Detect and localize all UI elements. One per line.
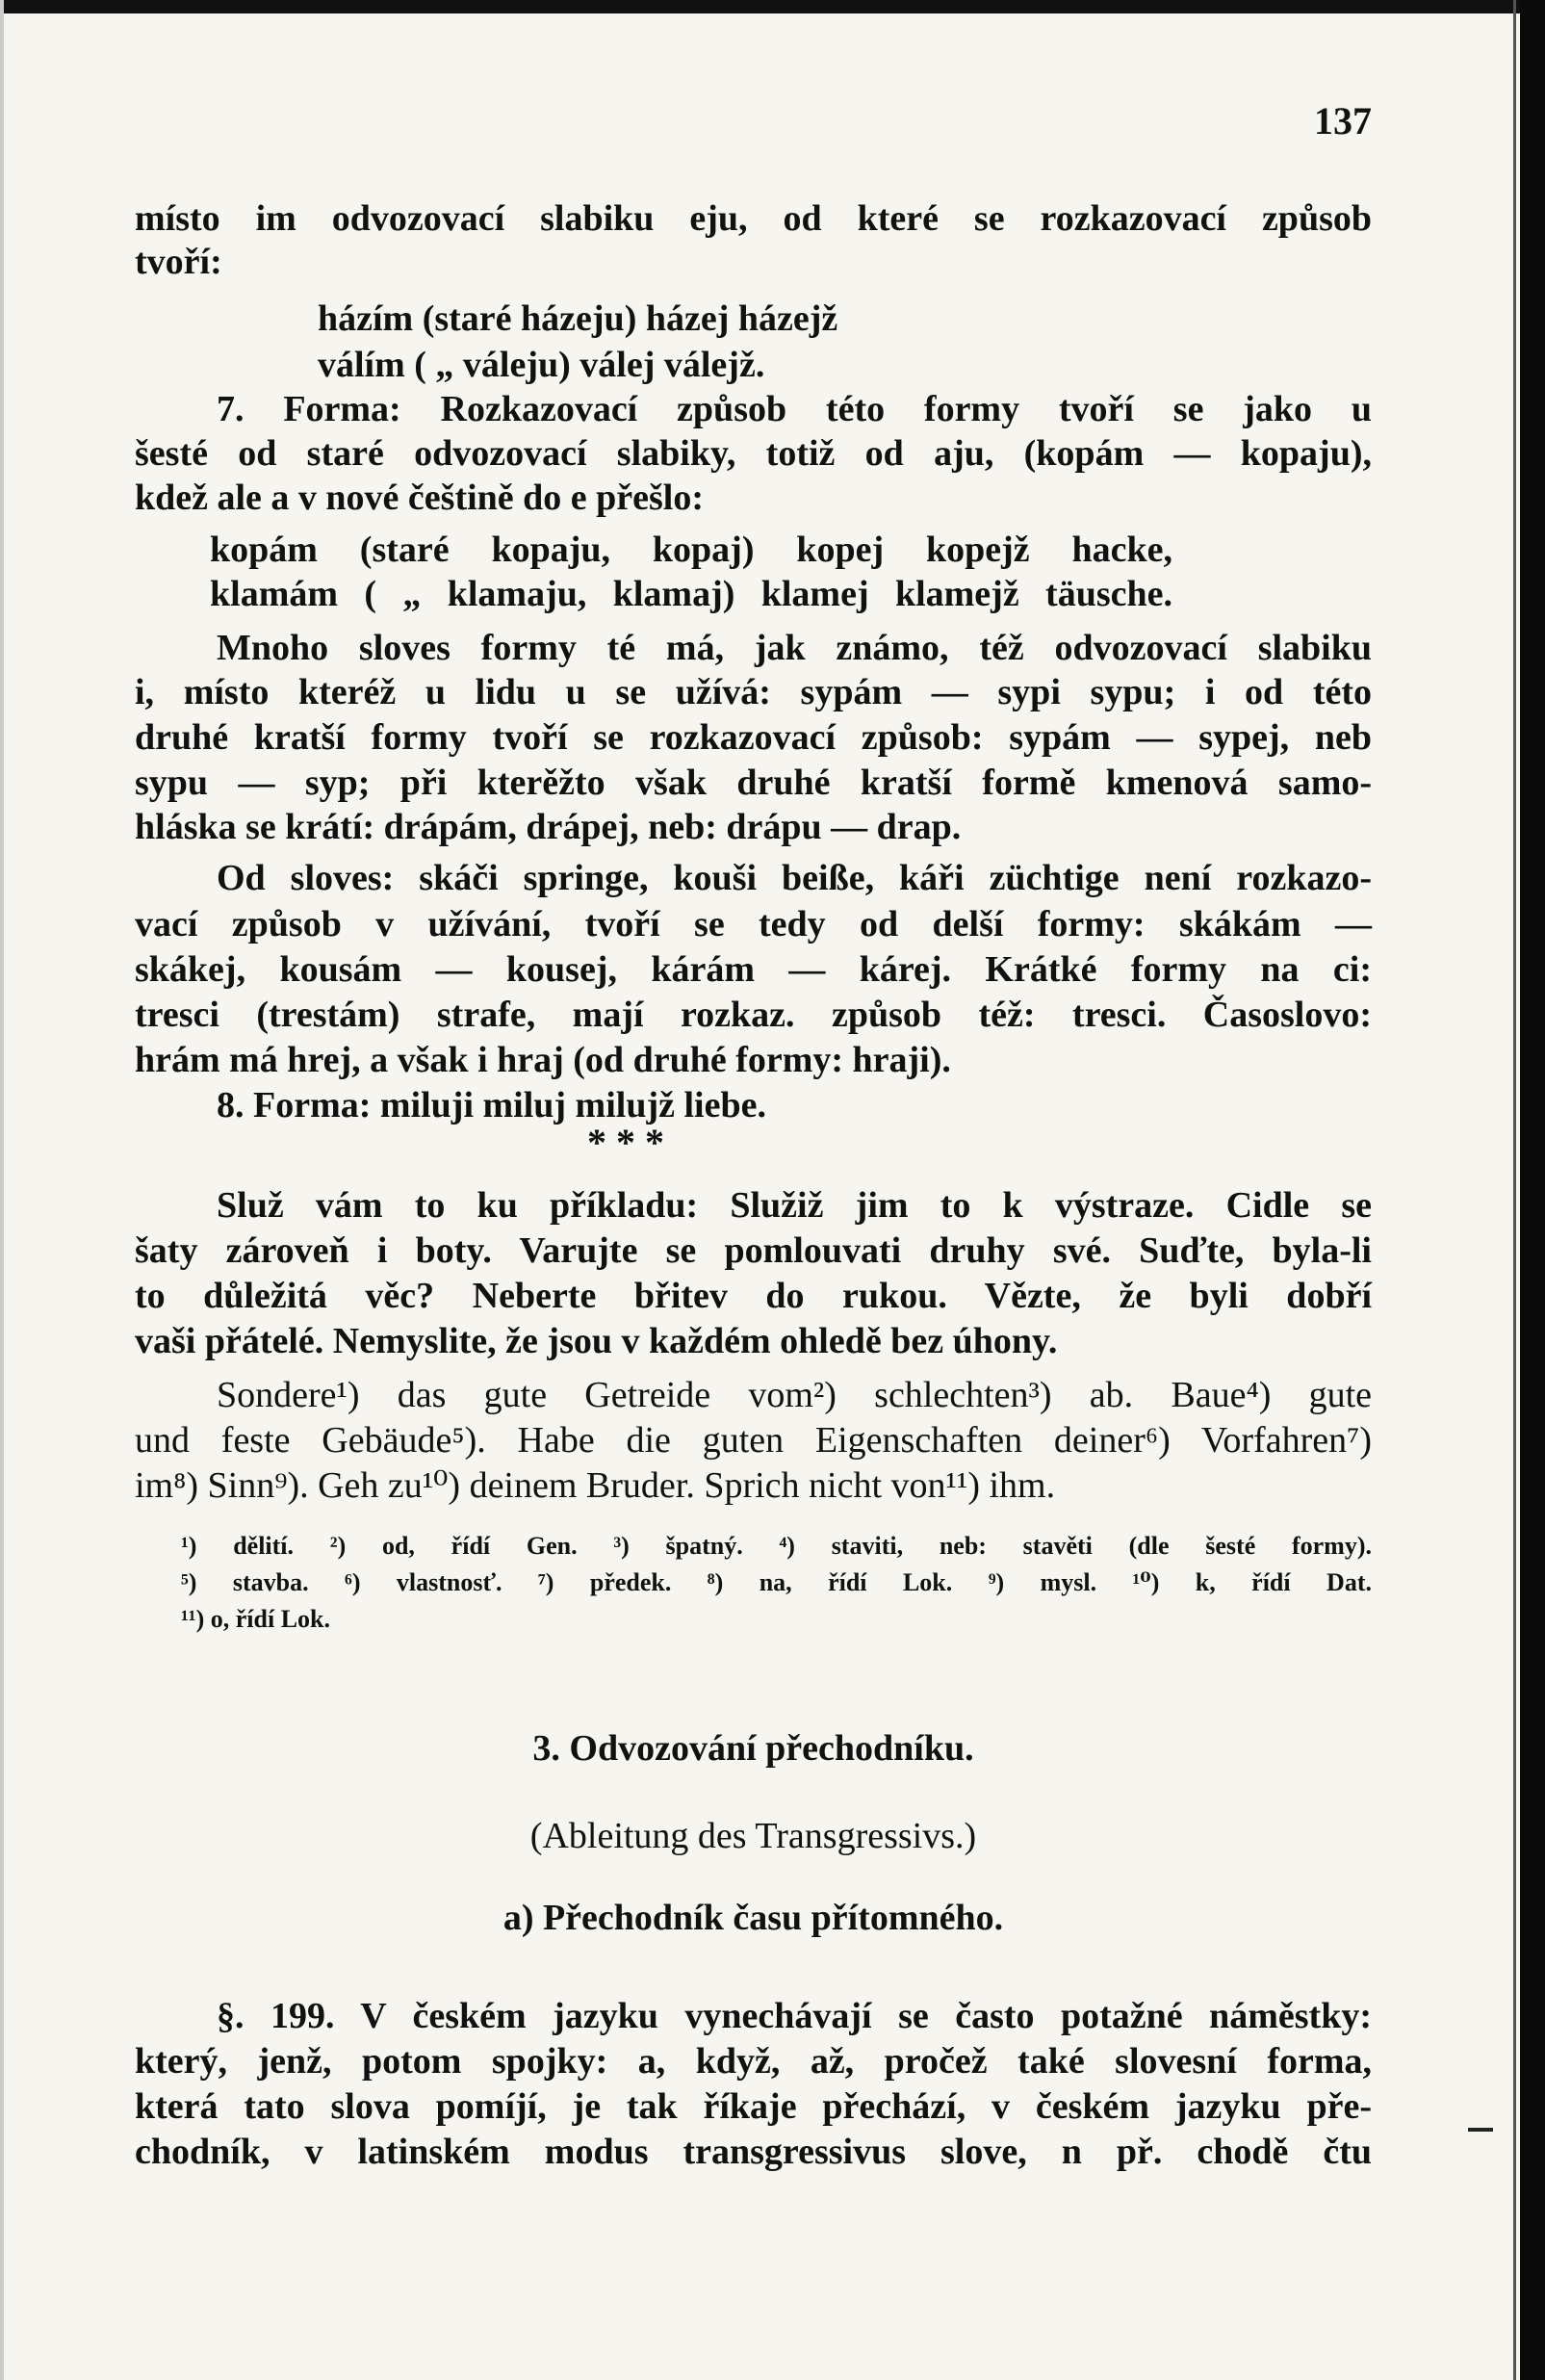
text-line: tresci (trestám) strafe, mají rozkaz. způsob též: tresci. Časoslovo: — [135, 995, 1372, 1035]
text-line: kdež ale a v nové češtině do e přešlo: — [135, 478, 705, 518]
text-line: válím ( „ váleju) válej válejž. — [318, 345, 765, 385]
text-line: házím (staré házeju) házej házejž — [318, 298, 838, 339]
text-line: skákej, kousám — kousej, kárám — kárej. Krátké formy na ci: — [135, 949, 1372, 990]
text-line: šesté od staré odvozovací slabiky, totiž od aju, (kopám — kopaju), — [135, 433, 1372, 474]
text-line: tvoří: — [135, 242, 222, 282]
text-line: vaši přátelé. Nemyslite, že jsou v každém ohledě bez úhony. — [135, 1321, 1058, 1361]
text-line: Sondere¹) das gute Getreide vom²) schlechten³) ab. Baue⁴) gute — [217, 1375, 1372, 1415]
footnote-line: ¹) dělití. ²) od, řídí Gen. ³) špatný. ⁴) staviti, neb: stavěti (dle šesté formy). — [181, 1532, 1372, 1560]
text-line: místo im odvozovací slabiku eju, od které se rozkazovací způsob — [135, 198, 1372, 239]
scan-edge-shadow — [1513, 0, 1516, 2380]
text-line: který, jenž, potom spojky: a, když, až, pročež také slovesní forma, — [135, 2041, 1372, 2082]
text-line: sypu — syp; při kterěžto však druhé kratší formě kmenová samo- — [135, 763, 1372, 803]
text-line: Služ vám to ku příkladu: Služiž jim to k výstraze. Cidle se — [217, 1185, 1372, 1226]
text-line: druhé kratší formy tvoří se rozkazovací způsob: sypám — sypej, neb — [135, 717, 1372, 758]
text-line: šaty zároveň i boty. Varujte se pomlouvati druhy své. Suďte, byla-li — [135, 1230, 1372, 1271]
scan-edge-top — [0, 0, 1545, 13]
footnote-line: ⁵) stavba. ⁶) vlastnosť. ⁷) předek. ⁸) na, řídí Lok. ⁹) mysl. ¹⁰) k, řídí Dat. — [181, 1568, 1372, 1596]
footnote-line: ¹¹) o, řídí Lok. — [181, 1605, 330, 1633]
text-line: i, místo kteréž u lidu u se užívá: sypám — sypi sypu; i od této — [135, 672, 1372, 712]
text-line: to důležitá věc? Neberte břitev do rukou. Vězte, že byli dobří — [135, 1276, 1372, 1316]
text-line: chodník, v latinském modus transgressivus slove, n př. chodě čtu — [135, 2132, 1372, 2172]
text-line: klamám ( „ klamaju, klamaj) klamej klamejž täusche. — [210, 574, 1172, 614]
text-line: 3. Odvozování přechodníku. — [532, 1728, 974, 1769]
text-line: und feste Gebäude⁵). Habe die guten Eigenschaften deiner⁶) Vorfahren⁷) — [135, 1420, 1372, 1461]
text-line: vací způsob v užívání, tvoří se tedy od delší formy: skákám — — [135, 904, 1372, 944]
text-line: hrám má hrej, a však i hraj (od druhé formy: hraji). — [135, 1040, 951, 1080]
text-line: §. 199. V českém jazyku vynechávají se často potažné náměstky: — [217, 1996, 1372, 2036]
text-line: Mnoho sloves formy té má, jak známo, též odvozovací slabiku — [217, 628, 1372, 668]
text-line: kopám (staré kopaju, kopaj) kopej kopejž hacke, — [210, 530, 1172, 570]
text-line: která tato slova pomíjí, je tak říkaje přechází, v českém jazyku pře- — [135, 2086, 1372, 2127]
text-line: Od sloves: skáči springe, kouši beiße, káři züchtige není rozkazo- — [217, 858, 1372, 898]
page-number: 137 — [1314, 99, 1372, 142]
text-line: im⁸) Sinn⁹). Geh zu¹⁰) deinem Bruder. Sprich nicht von¹¹) ihm. — [135, 1465, 1056, 1506]
section-separator: * * * — [587, 1121, 664, 1164]
text-line: hláska se krátí: drápám, drápej, neb: drápu — drap. — [135, 807, 962, 847]
text-line: 8. Forma: miluji miluj milujž liebe. — [217, 1085, 766, 1125]
text-line: (Ableitung des Transgressivs.) — [529, 1816, 977, 1856]
scan-edge-right — [1520, 0, 1545, 2380]
margin-mark — [1468, 2128, 1493, 2132]
text-line: a) Přechodník času přítomného. — [502, 1898, 1004, 1938]
text-line: 7. Forma: Rozkazovací způsob této formy tvoří se jako u — [217, 389, 1372, 429]
scan-edge-left — [0, 0, 4, 2380]
